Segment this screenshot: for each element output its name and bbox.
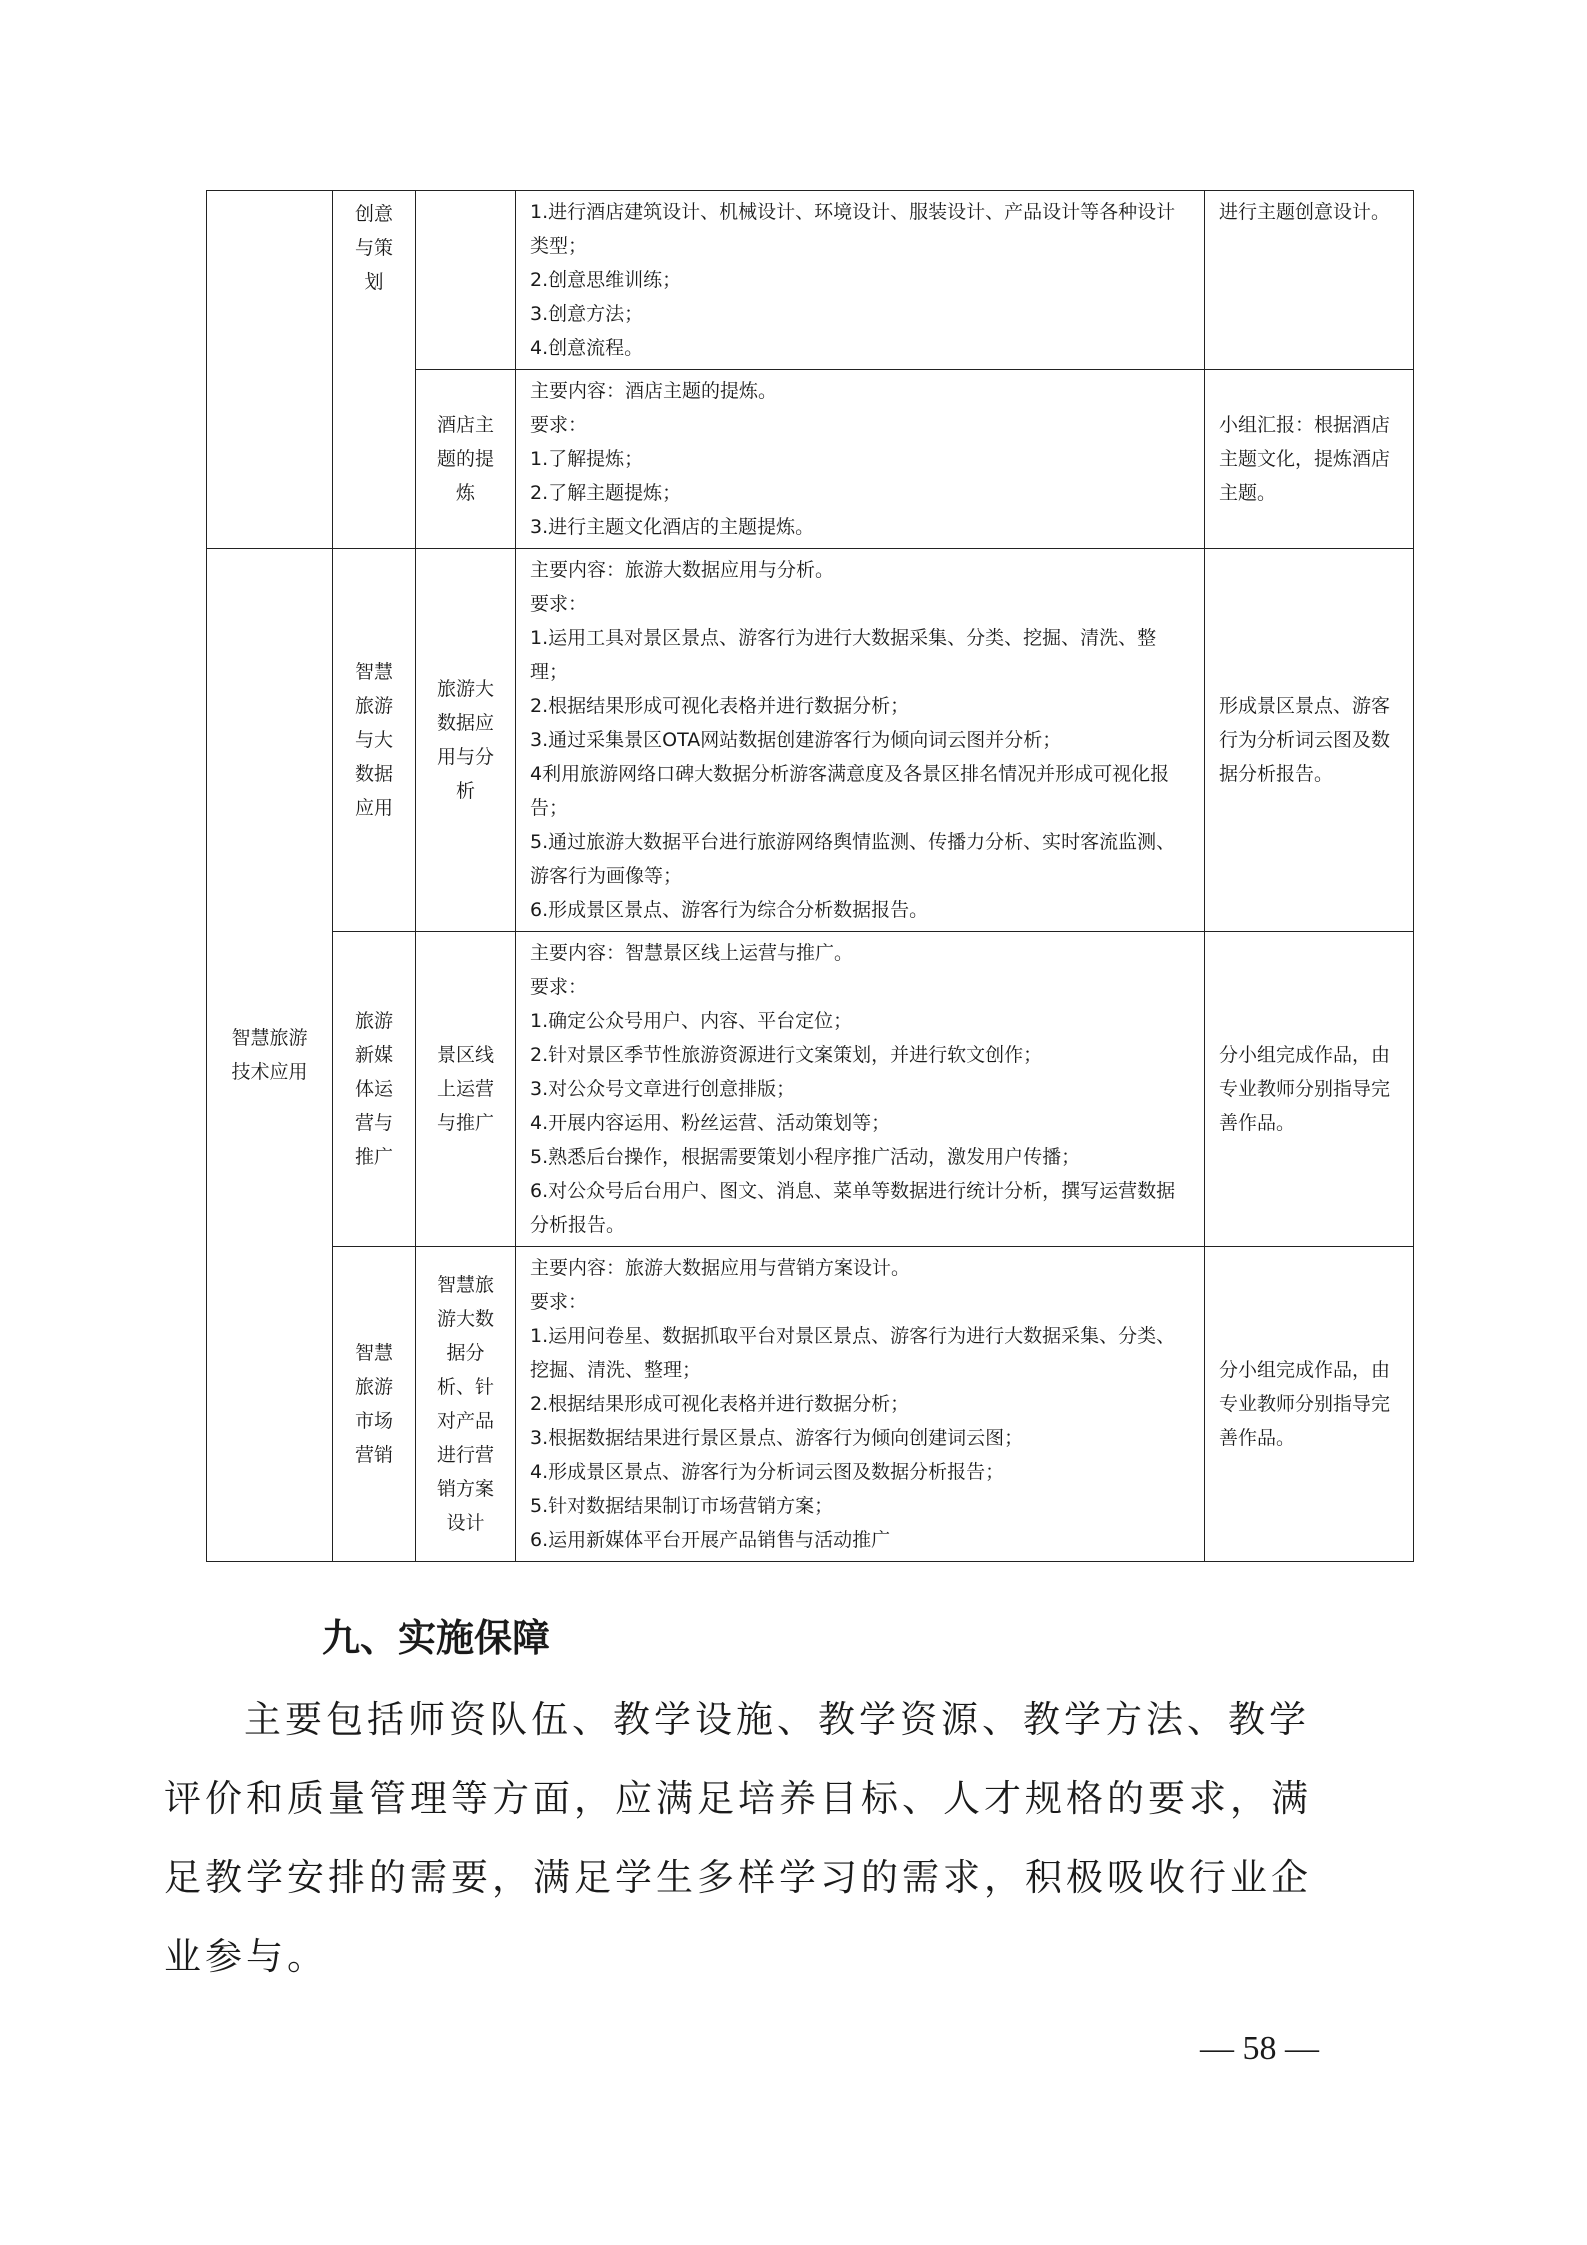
result-text: 小组汇报：根据酒店主题文化，提炼酒店主题。 [1219,414,1391,504]
result-cell [1205,191,1414,370]
result-cell [1205,1247,1414,1562]
content-line: 要求： [530,414,588,436]
content-line: 5.通过旅游大数据平台进行旅游网络舆情监测、传播力分析、实时客流监测、游客行为画像等； [530,831,1176,887]
table-row [207,932,1414,1247]
course-table [206,190,1414,1562]
topic-cell [416,1247,516,1562]
content-line: 2.创意思维训练； [530,269,682,291]
content-line: 4.形成景区景点、游客行为分析词云图及数据分析报告； [530,1461,1005,1483]
table-row [207,191,1414,370]
content-line: 3.通过采集景区OTA网站数据创建游客行为倾向词云图并分析； [530,729,1062,751]
table-row [207,549,1414,932]
content-cell [516,191,1205,370]
topic-label: 景区线上运营与推广 [436,1044,494,1134]
content-line: 主要内容：旅游大数据应用与分析。 [530,559,835,581]
content-line: 3.对公众号文章进行创意排版； [530,1078,796,1100]
result-text: 分小组完成作品，由专业教师分别指导完善作品。 [1219,1359,1391,1449]
content-line: 2.了解主题提炼； [530,482,682,504]
unit-label: 智慧旅游与大数据应用 [354,661,393,819]
content-line: 6.形成景区景点、游客行为综合分析数据报告。 [530,899,929,921]
unit-cell [333,191,416,549]
content-cell [516,549,1205,932]
topic-label: 智慧旅游大数据分析、针对产品进行营销方案设计 [436,1274,494,1534]
module-label: 智慧旅游技术应用 [231,1027,308,1083]
content-line: 3.进行主题文化酒店的主题提炼。 [530,516,815,538]
unit-cell [333,1247,416,1562]
table-row [207,1247,1414,1562]
content-line: 2.针对景区季节性旅游资源进行文案策划，并进行软文创作； [530,1044,1043,1066]
content-line: 要求： [530,976,588,998]
result-cell [1205,370,1414,549]
result-text: 分小组完成作品，由专业教师分别指导完善作品。 [1219,1044,1391,1134]
content-line: 1.运用工具对景区景点、游客行为进行大数据采集、分类、挖掘、清洗、整理； [530,627,1157,683]
module-cell [207,549,333,1562]
content-line: 要求： [530,593,588,615]
content-cell [516,932,1205,1247]
content-line: 3.创意方法； [530,303,644,325]
topic-label: 旅游大数据应用与分析 [436,678,494,802]
content-line: 2.根据结果形成可视化表格并进行数据分析； [530,695,910,717]
content-line: 主要内容：酒店主题的提炼。 [530,380,778,402]
content-line: 1.运用问卷星、数据抓取平台对景区景点、游客行为进行大数据采集、分类、挖掘、清洗、整理； [530,1325,1176,1381]
content-line: 5.针对数据结果制订市场营销方案； [530,1495,834,1517]
unit-cell [333,932,416,1247]
topic-cell [416,549,516,932]
unit-label: 旅游新媒体运营与推广 [354,1010,393,1168]
unit-cell [333,549,416,932]
topic-label: 酒店主题的提炼 [436,414,494,504]
topic-cell [416,370,516,549]
result-cell [1205,932,1414,1247]
content-line: 主要内容：智慧景区线上运营与推广。 [530,942,854,964]
content-cell [516,370,1205,549]
content-line: 1.进行酒店建筑设计、机械设计、环境设计、服装设计、产品设计等各种设计类型； [530,201,1176,257]
content-line: 要求： [530,1291,588,1313]
content-line: 4.开展内容运用、粉丝运营、活动策划等； [530,1112,891,1134]
topic-cell [416,191,516,370]
unit-label: 创意与策划 [354,203,393,293]
result-text: 形成景区景点、游客行为分析词云图及数据分析报告。 [1219,695,1391,785]
content-cell [516,1247,1205,1562]
content-line: 4.创意流程。 [530,337,644,359]
content-line: 6.运用新媒体平台开展产品销售与活动推广 [530,1529,891,1551]
content-line: 1.了解提炼； [530,448,644,470]
result-text: 进行主题创意设计。 [1219,201,1391,223]
section-heading: 九、实施保障 [322,1616,551,1660]
module-cell [207,191,333,549]
content-line: 5.熟悉后台操作，根据需要策划小程序推广活动，激发用户传播； [530,1146,1081,1168]
content-line: 主要内容：旅游大数据应用与营销方案设计。 [530,1257,911,1279]
page-number: — 58 — [1200,2030,1319,2067]
body-paragraph [164,1680,1344,1996]
content-line: 6.对公众号后台用户、图文、消息、菜单等数据进行统计分析，撰写运营数据分析报告。 [530,1180,1176,1236]
paragraph-text: 主要包括师资队伍、教学设施、教学资源、教学方法、教学评价和质量管理等方面，应满足培养目标、人才规格的要求，满足教学安排的需要，满足学生多样学习的需求，积极吸收行业企业参与。 [164,1698,1312,1978]
content-line: 3.根据数据结果进行景区景点、游客行为倾向创建词云图； [530,1427,1024,1449]
content-line: 4利用旅游网络口碑大数据分析游客满意度及各景区排名情况并形成可视化报告； [530,763,1170,819]
content-line: 1.确定公众号用户、内容、平台定位； [530,1010,853,1032]
unit-label: 智慧旅游市场营销 [354,1342,393,1466]
content-line: 2.根据结果形成可视化表格并进行数据分析； [530,1393,910,1415]
result-cell [1205,549,1414,932]
topic-cell [416,932,516,1247]
